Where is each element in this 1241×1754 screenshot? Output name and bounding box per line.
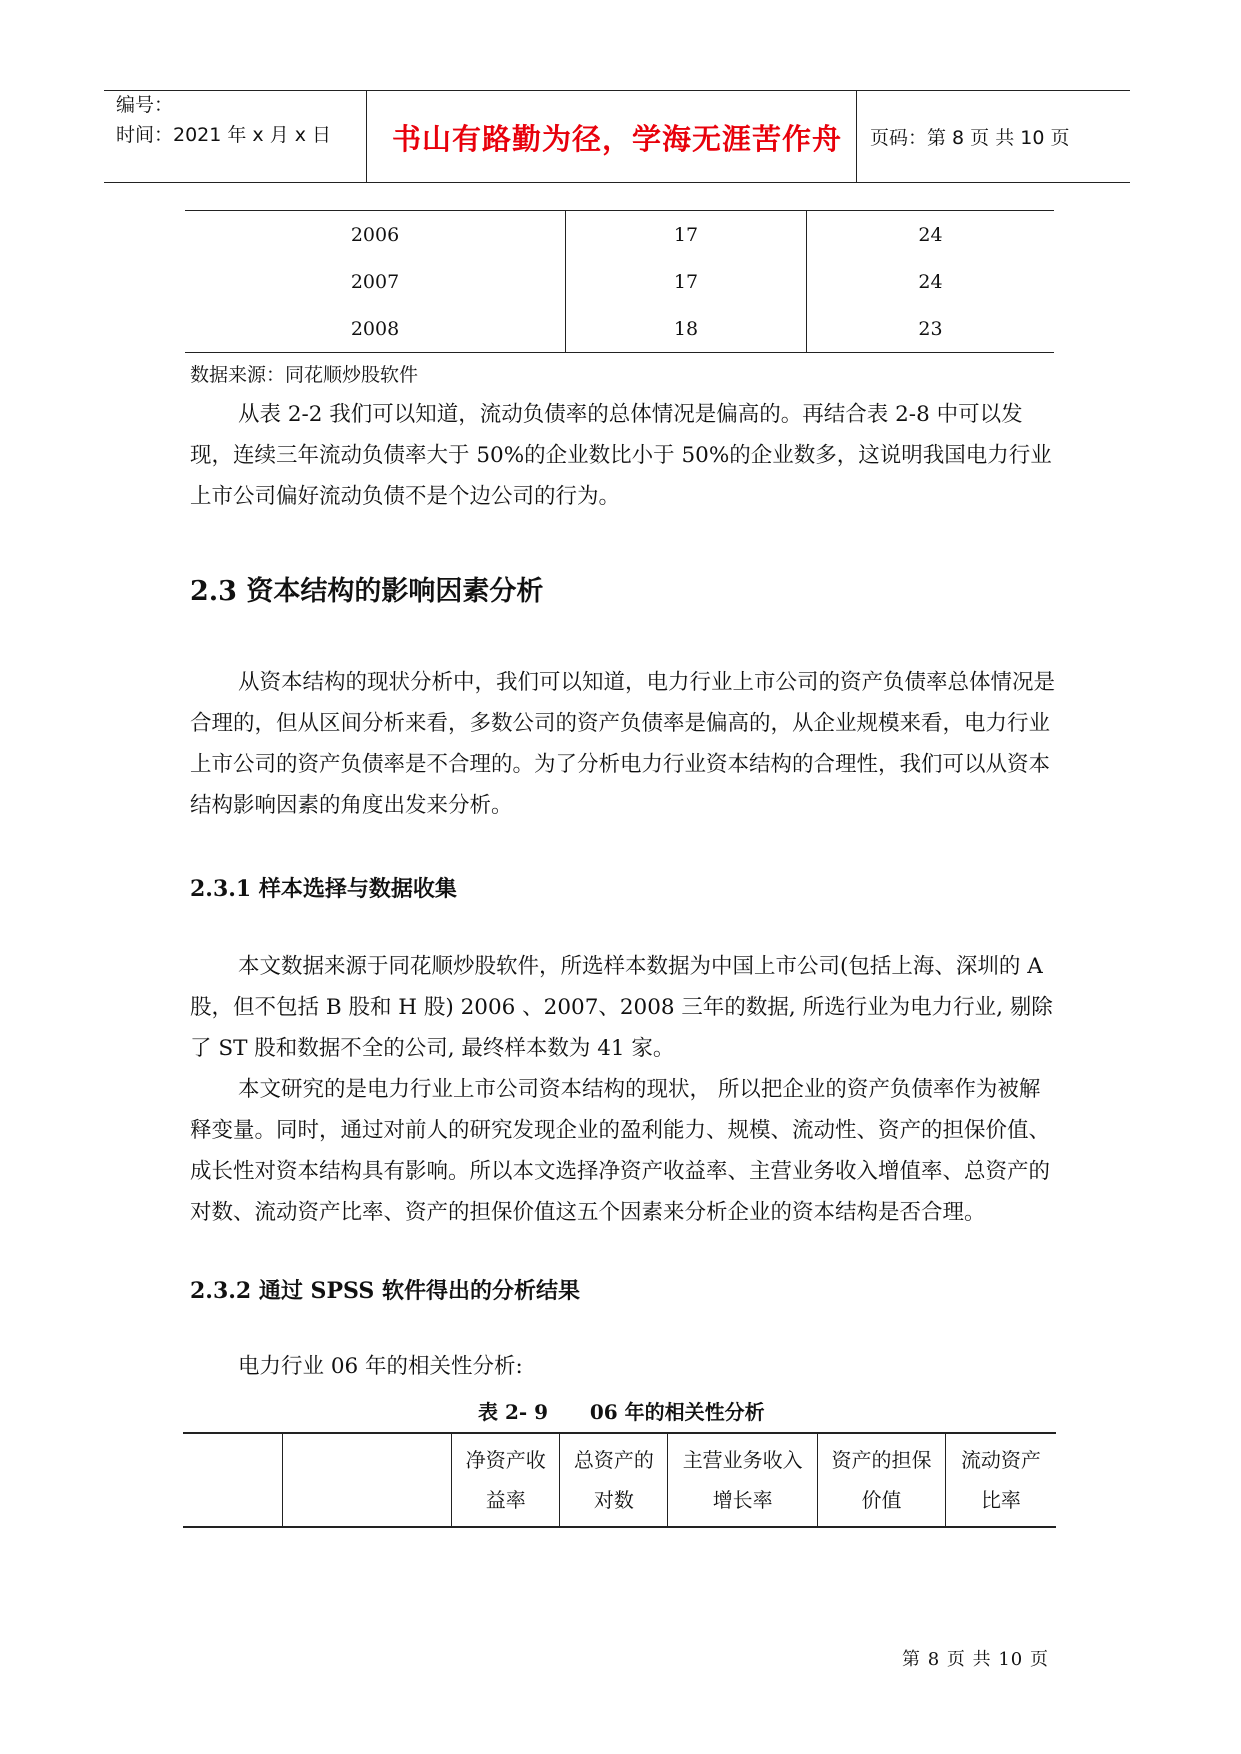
- paragraph-2: 从资本结构的现状分析中，我们可以知道，电力行业上市公司的资产负债率总体情况是合理的，但从区间分析来看，多数公司的资产负债率是偏高的，从企业规模来看，电力行业上市公司的资产负债率是不合理的。为了分析电力行业资本结构的合理性，我们可以从资本结构影响因素的角度出发来分析。: [190, 670, 1056, 818]
- paragraph-3: 本文数据来源于同花顺炒股软件，所选样本数据为中国上市公司(包括上海、深圳的 A 股，但不包括 B 股和 H 股) 2006 、2007、2008 三年的数据, 所选行业为电力行业, 剔除了 ST 股和数据不全的公司, 最终样本数为 41 家。: [190, 954, 1053, 1061]
- section-heading-2-3-2: 2.3.2 通过 SPSS 软件得出的分析结果: [190, 1278, 580, 1304]
- paragraph-4: 本文研究的是电力行业上市公司资本结构的现状， 所以把企业的资产负债率作为被解释变量。同时，通过对前人的研究发现企业的盈利能力、规模、流动性、资产的担保价值、成长性对资本结构具有影响。所以本文选择净资产收益率、主营业务收入增值率、总资产的对数、流动资产比率、资产的担保价值这五个因素来分析企业的资本结构是否合理。: [190, 1077, 1051, 1225]
- header-line: 总资产的: [573, 1448, 654, 1472]
- page-footer: 第 8 页 共 10 页: [902, 1649, 1049, 1670]
- table-2-8-tail: [185, 210, 1054, 353]
- table-cell: 2008: [185, 305, 566, 353]
- table-cell: 17: [566, 211, 807, 259]
- header-page-info: 页码：第 8 页 共 10 页: [870, 127, 1070, 149]
- table-cell: 24: [807, 258, 1055, 305]
- header-line: 益率: [485, 1488, 526, 1512]
- section-heading-2-3-1: 2.3.1 样本选择与数据收集: [190, 876, 457, 902]
- table-cell: 17: [566, 258, 807, 305]
- table-cell-empty: [183, 1433, 282, 1527]
- header-line: 比率: [980, 1488, 1021, 1512]
- header-meta: [116, 90, 331, 150]
- header-line: 净资产收: [465, 1448, 546, 1472]
- table-cell: 18: [566, 305, 807, 353]
- header-line: 主营业务收入: [682, 1448, 803, 1472]
- table-row: [185, 258, 1054, 305]
- table-header-log-assets: [560, 1433, 668, 1527]
- section-heading-2-3: 2.3 资本结构的影响因素分析: [190, 576, 544, 607]
- document-time-label: 时间：2021 年 x 月 x 日: [116, 124, 332, 146]
- table-cell: 23: [807, 305, 1055, 353]
- table-header-revenue-growth: [668, 1433, 818, 1527]
- table-2-9-header: [183, 1432, 1056, 1528]
- table-row: [183, 1433, 1056, 1527]
- header-line: 资产的担保: [831, 1448, 932, 1472]
- table-header-roe: [452, 1433, 560, 1527]
- header-line: 价值: [861, 1488, 902, 1512]
- table-cell-empty: [282, 1433, 451, 1527]
- table-cell: 2007: [350, 270, 400, 293]
- table-caption-2-9: 表 2- 9 06 年的相关性分析: [478, 1400, 765, 1424]
- header-line: 增长率: [712, 1488, 773, 1512]
- source-note: 数据来源：同花顺炒股软件: [190, 364, 419, 386]
- header-line: 流动资产: [960, 1448, 1041, 1472]
- header-divider-left: [366, 90, 367, 182]
- table-cell: 24: [807, 211, 1055, 259]
- header-divider-right: [856, 90, 857, 182]
- table-cell: 2006: [350, 223, 400, 246]
- document-number-label: 编号：: [116, 94, 174, 116]
- header-motto: 书山有路勤为径，学海无涯苦作舟: [392, 122, 843, 156]
- paragraph-5: 电力行业 06 年的相关性分析:: [238, 1354, 523, 1379]
- table-row: [185, 305, 1054, 353]
- paragraph-1: 从表 2-2 我们可以知道，流动负债率的总体情况是偏高的。再结合表 2-8 中可以发现，连续三年流动负债率大于 50%的企业数比小于 50%的企业数多，这说明我国电力行业上市公司偏好流动负债不是个边公司的行为。: [190, 402, 1052, 509]
- table-row: [185, 211, 1054, 259]
- header-line: 对数: [593, 1488, 634, 1512]
- table-header-current-asset-ratio: [945, 1433, 1056, 1527]
- table-header-collateral-value: [818, 1433, 946, 1527]
- header-bottom-rule: [104, 182, 1130, 183]
